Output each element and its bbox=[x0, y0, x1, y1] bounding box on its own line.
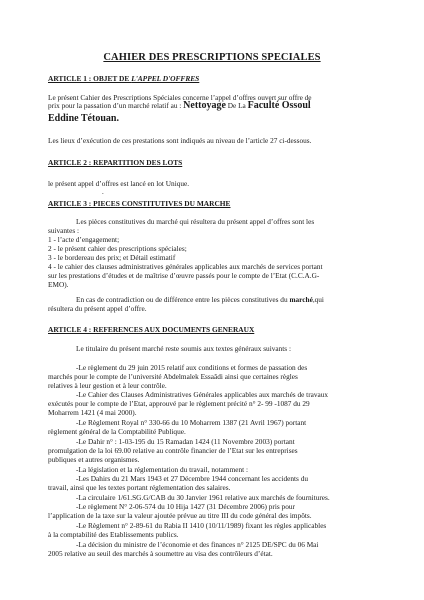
article-4-intro: Le titulaire du présent marché reste soumis aux textes généraux suivants : bbox=[76, 344, 291, 353]
article-4-text-line: publiques et autres organismes. bbox=[48, 455, 140, 464]
article-3-line-3: 1 - l’acte d’engagement; bbox=[48, 235, 120, 244]
article-4-text-line: -Le Règlement Royal n° 330-66 du 10 Moharrem 1387 (21 Avril 1967) portant bbox=[76, 418, 307, 427]
article-3-line-6: 4 - le cahier des clauses administratives générales applicables aux marchés de services portant bbox=[48, 262, 323, 271]
article-4-text-line: -Le Cahier des Clauses Administratives Générales applicables aux marchés de travaux bbox=[76, 390, 329, 399]
article-4-text-line: -Le Règlement n° 2-89-61 du Rabia II 1410 (10/11/1989) fixant les règles applicables bbox=[76, 521, 327, 530]
article-1-heading-main: ARTICLE 1 : OBJET DE bbox=[48, 74, 132, 83]
article-3-line-9-bold: marché bbox=[289, 295, 313, 304]
article-4-heading: ARTICLE 4 : REFERENCES AUX DOCUMENTS GENERAUX bbox=[48, 325, 255, 334]
article-3-line-2: suivantes : bbox=[48, 226, 80, 235]
article-3-line-9 bbox=[76, 295, 324, 304]
article-4-text-line: règlement général de la Comptabilité Publique. bbox=[48, 427, 186, 436]
article-4-text-line: -Les Dahirs du 21 Mars 1943 et 27 Décembre 1944 concernant les accidents du bbox=[76, 474, 309, 483]
article-1-heading bbox=[48, 74, 199, 83]
article-3-line-7: sur les prestations d’études et de maîtrise d’œuvre passés pour le compte de l’Etat (C.C.A.G- bbox=[48, 271, 320, 280]
article-2-heading: ARTICLE 2 : REPARTITION DES LOTS bbox=[48, 158, 183, 167]
article-4-text-line: à la comptabilité des Etablissements publics. bbox=[48, 530, 179, 539]
article-4-text-line: travail, ainsi que les textes portant réglementation des salaires. bbox=[48, 483, 231, 492]
article-3-heading: ARTICLE 3 : PIECES CONSTITUTIVES DU MARCHE bbox=[48, 199, 231, 208]
article-3-line-4: 2 - le présent cahier des prescriptions spéciales; bbox=[48, 244, 187, 253]
faculty-name: Faculté Ossoul bbox=[247, 100, 311, 111]
article-4-text-line: -La circulaire 1/61.SG.G/CAB du 30 Janvier 1961 relative aux marchés de fournitures. bbox=[76, 493, 330, 502]
article-4-text-line: -Le règlement N° 2-06-574 du 10 Hija 1427 (31 Décembre 2006) pris pour bbox=[76, 502, 295, 511]
article-4-text-line: 2005 relative au seuil des marchés à soumettre au visa des contrôleurs d’état. bbox=[48, 549, 273, 558]
article-4-text-line: -La décision du ministre de l’économie et des finances n° 2125 DE/SPC du 06 Mai bbox=[76, 540, 319, 549]
article-3-line-9-text: En cas de contradiction ou de différence entre les pièces constitutives du bbox=[76, 295, 290, 304]
article-1-line-2-text: prix pour la passation d’un marché relatif au : bbox=[48, 101, 184, 110]
article-3-line-9-end: ,qui bbox=[312, 295, 324, 304]
article-4-text-line: -La législation et la réglementation du travail, notamment : bbox=[76, 465, 249, 474]
article-1-line-4: Les lieux d’exécution de ces prestations sont indiqués au niveau de l’article 27 ci-dessous. bbox=[48, 136, 312, 145]
article-4-text-line: promulgation de la loi 69.00 relative au contrôle financier de l’Etat sur les entreprises bbox=[48, 446, 298, 455]
article-2-line-1: le présent appel d’offres est lancé en lot Unique. bbox=[48, 179, 190, 188]
article-1-line-1: Le présent Cahier des Prescriptions Spéciales concerne l’appel d’offres ouvert sur offre de bbox=[48, 93, 312, 102]
article-4-text-line: l’application de la taxe sur la valeur ajoutée prévue au titre III du code général des impôts. bbox=[48, 511, 312, 520]
faculty-name-continued: Eddine Tétouan. bbox=[48, 113, 119, 124]
article-4-text-line: Moharrem 1421 (4 mai 2000). bbox=[48, 408, 137, 417]
article-3-line-1: Les pièces constitutives du marché qui résultera du présent appel d’offres sont les bbox=[76, 217, 315, 226]
article-2-dot: . bbox=[102, 188, 104, 196]
article-3-line-5: 3 - le bordereau des prix; et Détail estimatif bbox=[48, 253, 176, 262]
service-name: Nettoyage bbox=[183, 100, 226, 111]
article-3-line-10: résultera du présent appel d’offre. bbox=[48, 304, 147, 313]
article-3-line-8: EMO). bbox=[48, 280, 69, 289]
article-1-line-2-connector: De La bbox=[225, 101, 248, 110]
article-4-text-line: marchés pour le compte de l’université Abdelmalek Essaâdi ainsi que certaines règles bbox=[48, 372, 298, 381]
article-4-text-line: relatives à leur gestion et à leur contrôle. bbox=[48, 381, 167, 390]
article-4-text-line: -Le Dahir n° : 1-03-195 du 15 Ramadan 1424 (11 Novembre 2003) portant bbox=[76, 437, 295, 446]
article-4-text-line: -Le règlement du 29 juin 2015 relatif aux conditions et formes de passation des bbox=[76, 363, 308, 372]
article-1-heading-italic: L'APPEL D'OFFRES bbox=[131, 74, 200, 83]
article-4-text-line: exécutés pour le compte de l’Etat, approuvé par le règlement précité n° 2- 99 -1087 du 29 bbox=[48, 399, 310, 408]
article-1-line-2 bbox=[48, 101, 311, 110]
document-title: CAHIER DES PRESCRIPTIONS SPECIALES bbox=[103, 52, 321, 63]
